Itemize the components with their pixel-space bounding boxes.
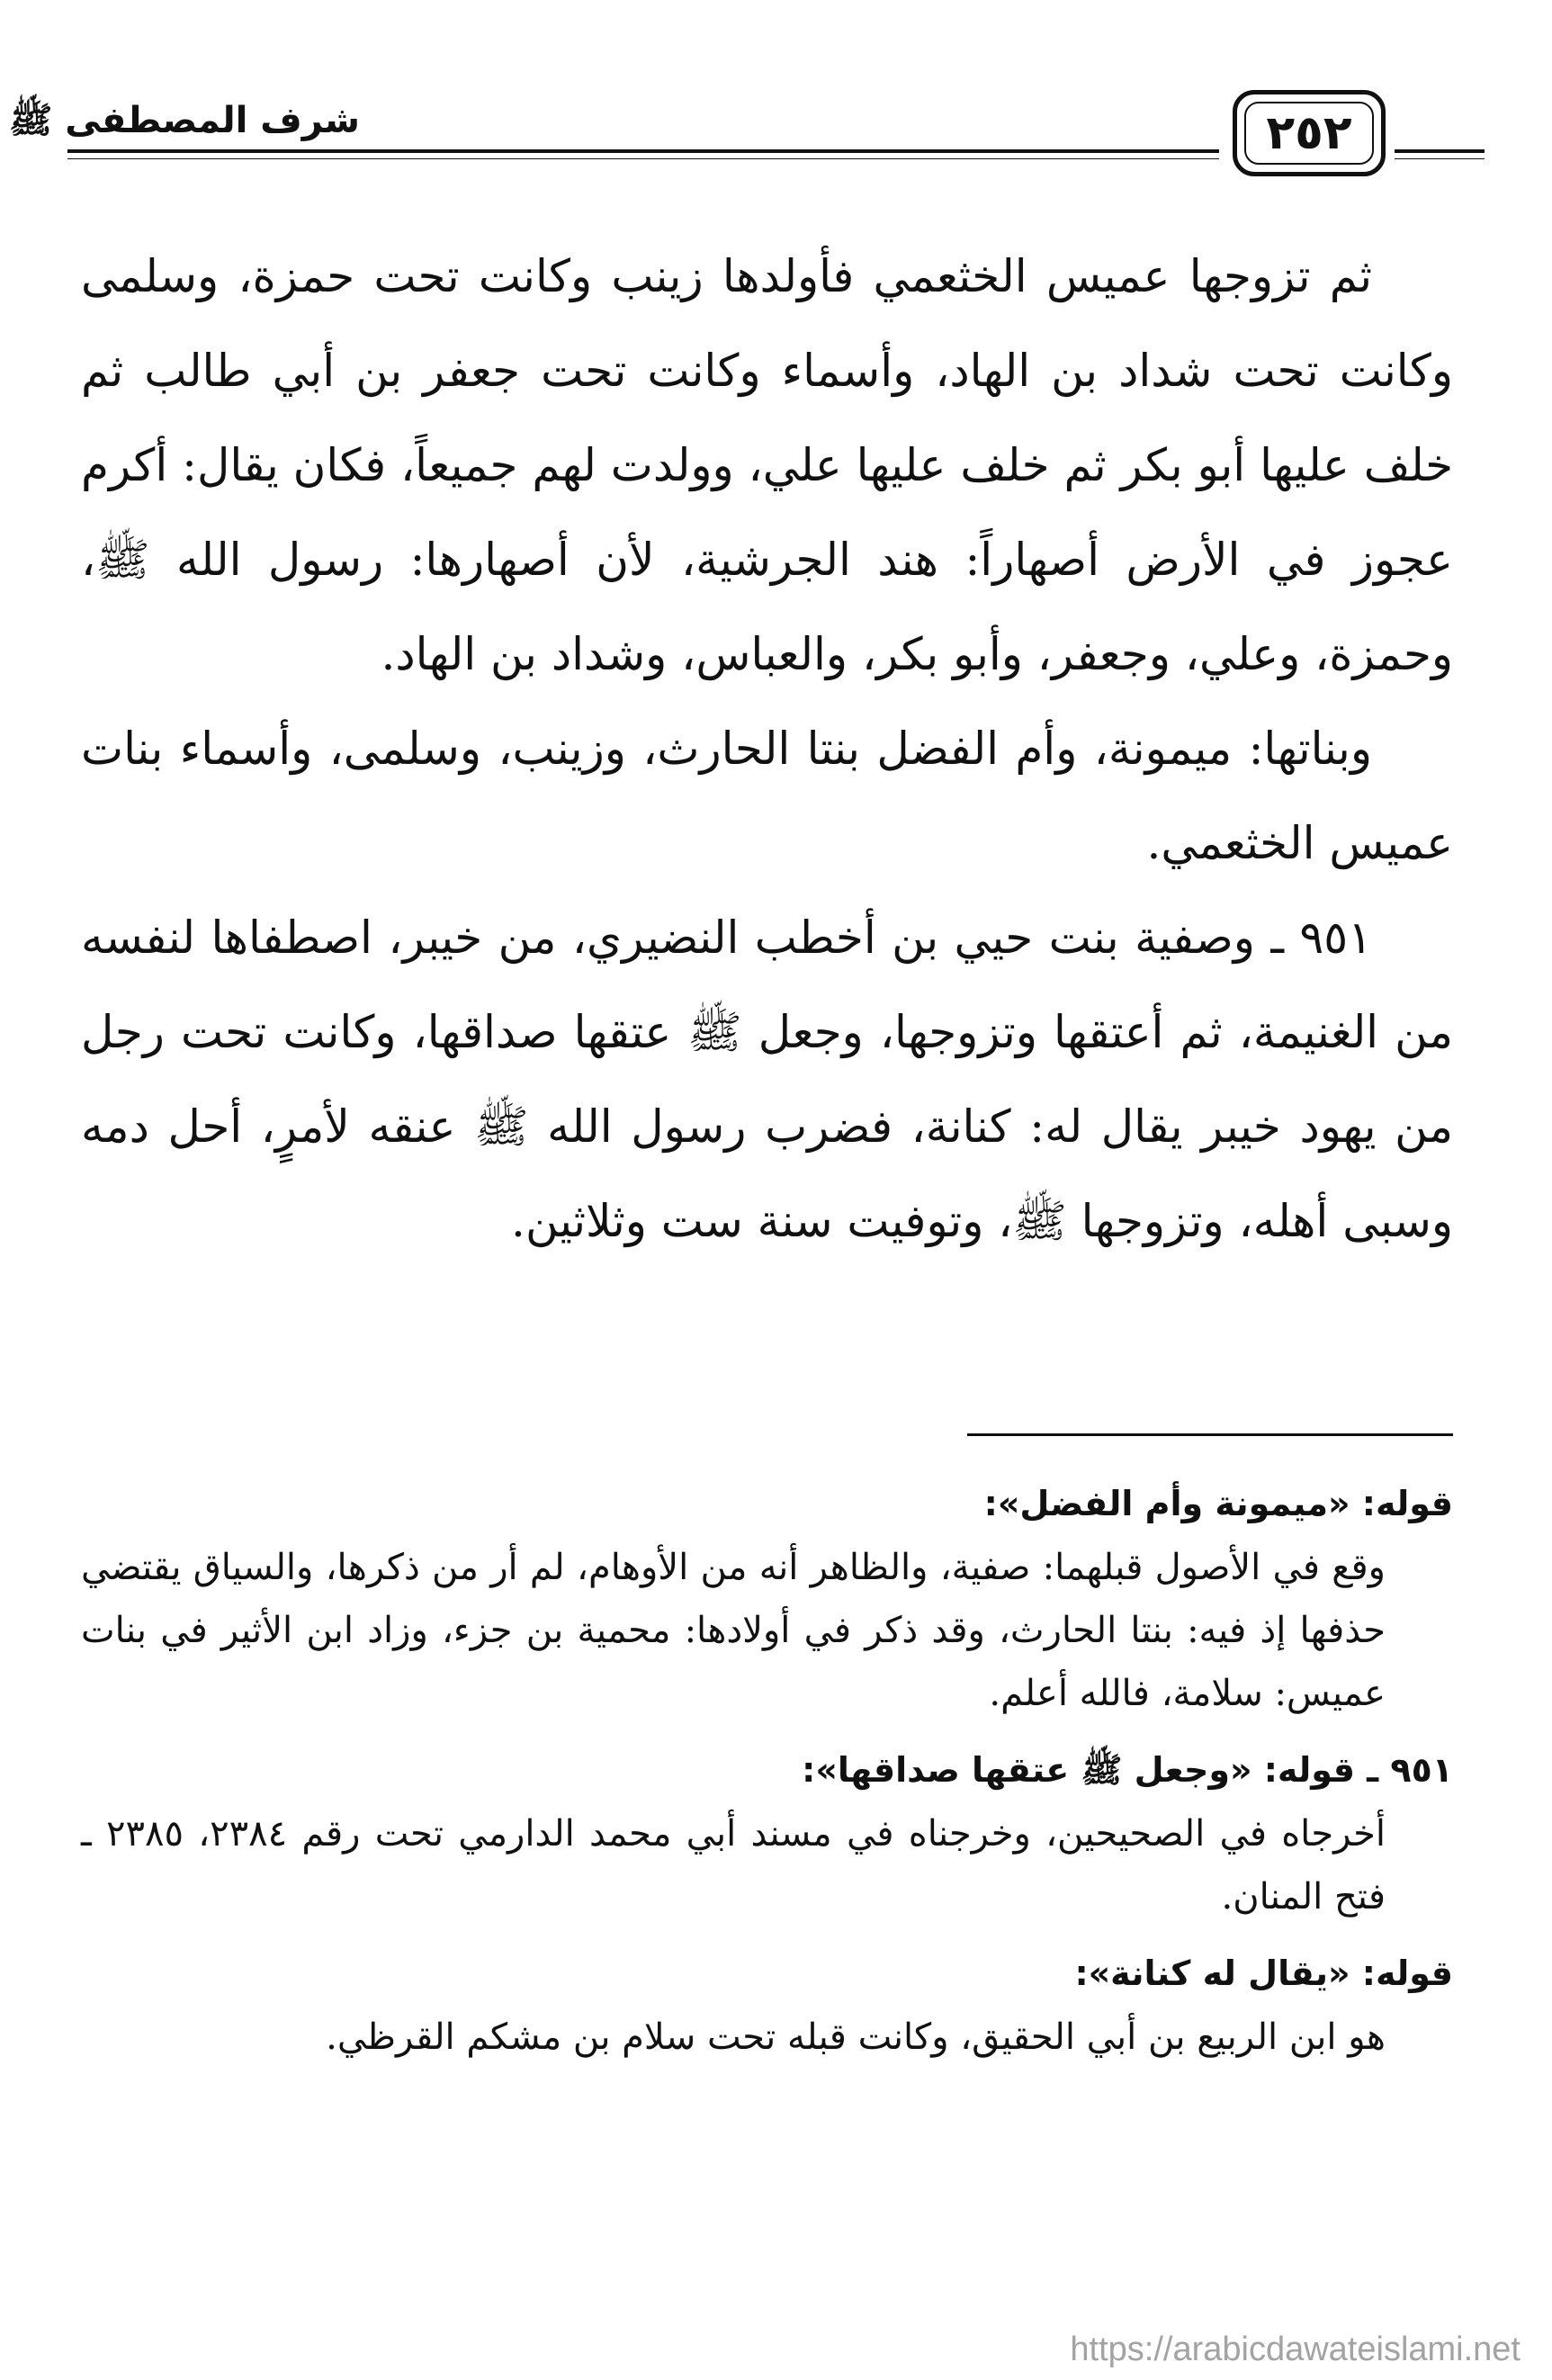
- footnote-heading: قوله: «يقال له كنانة»:: [1074, 1953, 1453, 1993]
- footnote-separator: [967, 1433, 1453, 1436]
- footnote-body: وقع في الأصول قبلهما: صفية، والظاهر أنه من الأوهام، لم أر من ذكرها، والسياق يقتضي حذفها إذ فيه: بنتا الحارث، وقد ذكر في أولادها: محمية بن جزء، وزاد ابن الأثير في بنات عميس: سلامة، فالله أعلم.: [81, 1547, 1386, 1714]
- footnote-body: هو ابن الربيع بن أبي الحقيق، وكانت قبله تحت سلام بن مشكم القرظي.: [326, 2016, 1386, 2058]
- header-rule: [67, 149, 1219, 153]
- page-number-frame: [1233, 90, 1386, 176]
- footnote-heading: قوله: «ميمونة وأم الفضل»:: [983, 1484, 1453, 1523]
- running-head-title: شرف المصطفى ﷺ: [8, 100, 360, 141]
- main-text: [81, 229, 1453, 1269]
- header-rule-right-thin: [1395, 158, 1485, 159]
- main-paragraph: وبناتها: ميمونة، وأم الفضل بنتا الحارث، وزينب، وسلمى، وأسماء بنات عميس الخثعمي.: [81, 723, 1453, 869]
- footnote-body: أخرجاه في الصحيحين، وخرجناه في مسند أبي محمد الدارمي تحت رقم ٢٣٨٤، ٢٣٨٥ ـ فتح المنان.: [81, 1813, 1386, 1917]
- main-paragraph: ثم تزوجها عميس الخثعمي فأولدها زينب وكانت تحت حمزة، وسلمى وكانت تحت شداد بن الهاد، وأسماء وكانت تحت جعفر بن أبي طالب ثم خلف عليها أبو بكر ثم خلف عليها علي، وولدت لهم جميعاً، فكان يقال: أكرم عجوز في الأرض أصهاراً: هند الجرشية، لأن أصهارها: رسول الله ﷺ، وحمزة، وعلي، وجعفر، وأبو بكر، والعباس، وشداد بن الهاد.: [81, 250, 1453, 680]
- page-number: ٢٥٢: [1266, 106, 1352, 160]
- main-paragraph: ٩٥١ ـ وصفية بنت حيي بن أخطب النضيري، من خيبر، اصطفاها لنفسه من الغنيمة، ثم أعتقها وتزوجها، وجعل ﷺ عتقها صداقها، وكانت تحت رجل من يهود خيبر يقال له: كنانة، فضرب رسول الله ﷺ عنقه لأمرٍ، أحل دمه وسبى أهله، وتزوجها ﷺ، وتوفيت سنة ست وثلاثين.: [81, 912, 1453, 1247]
- watermark-url: https://arabicdawateislami.net: [1070, 2331, 1521, 2368]
- header-rule-right: [1395, 149, 1485, 153]
- header-rule-thin: [67, 158, 1219, 159]
- footnote-heading: ٩٥١ ـ قوله: «وجعل ﷺ عتقها صداقها»:: [802, 1750, 1453, 1790]
- footnotes: [81, 1471, 1453, 2081]
